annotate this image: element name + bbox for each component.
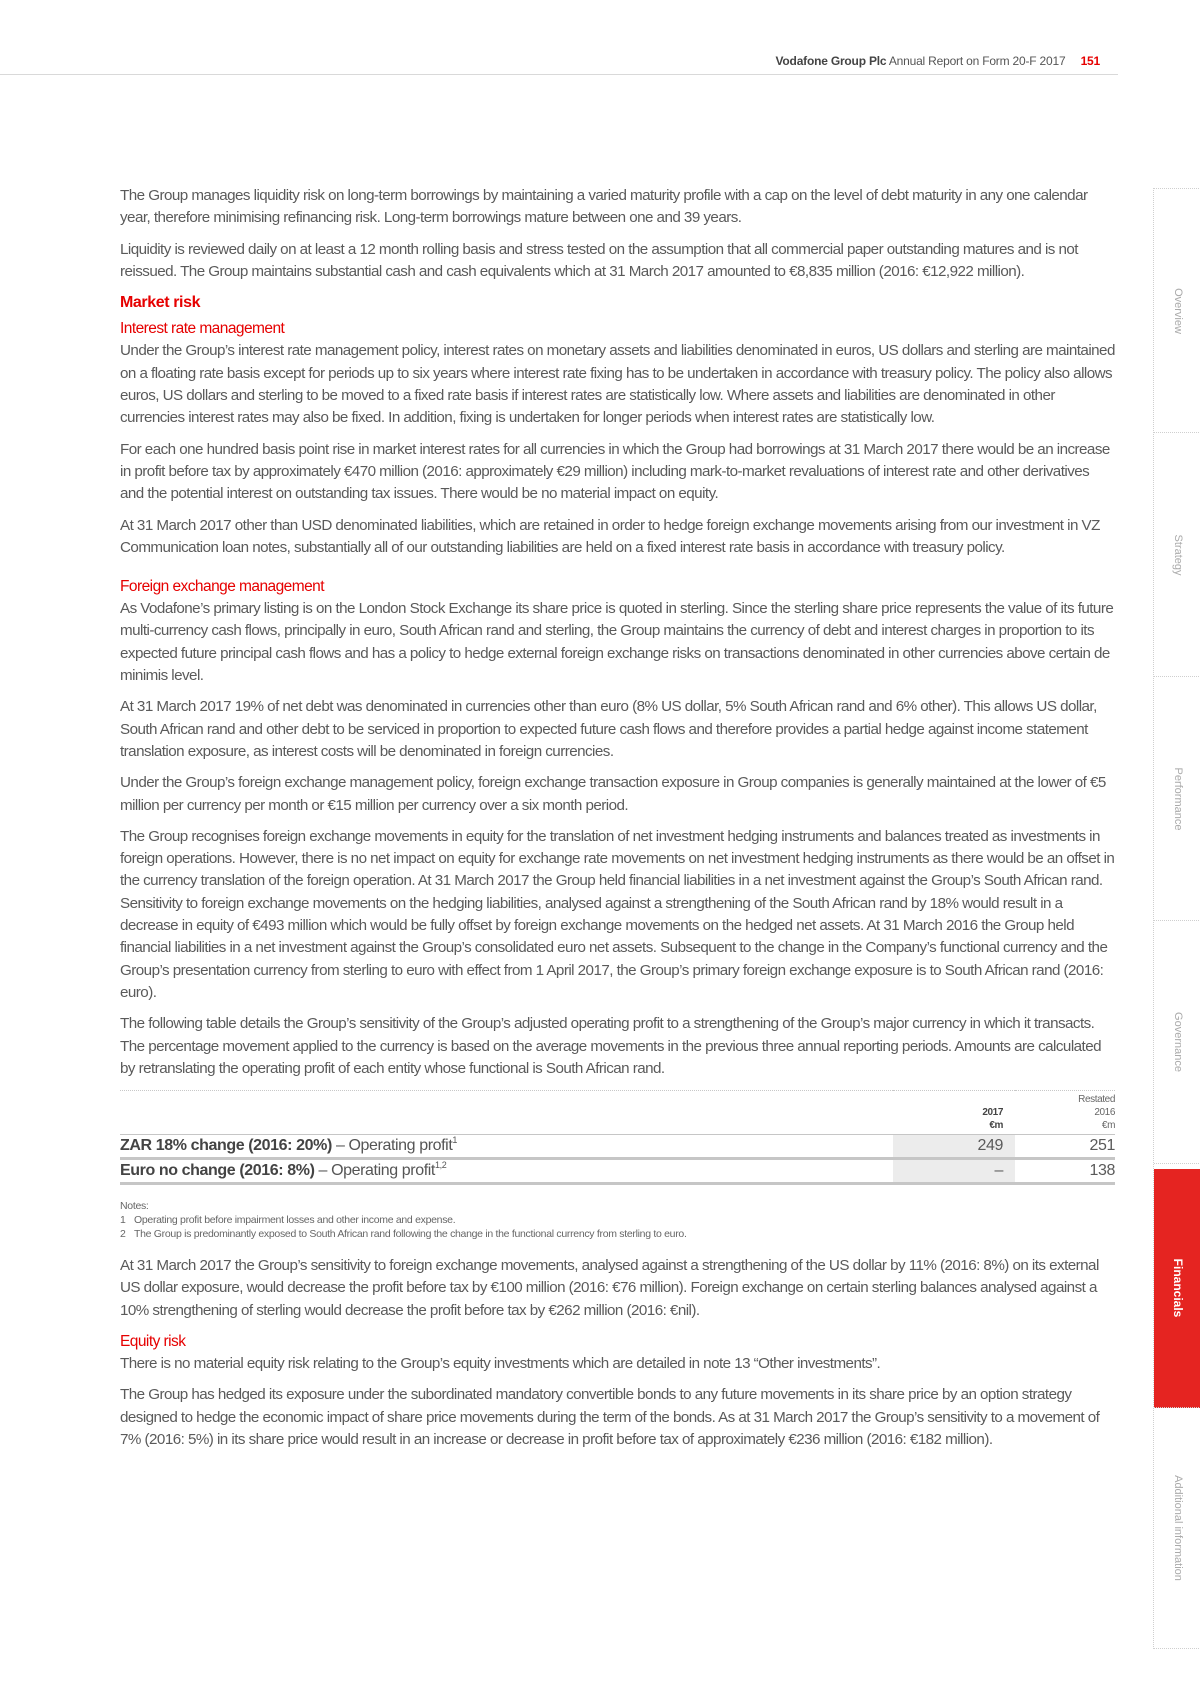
row-label: Euro no change (2016: 8%) – Operating profit$^{1,2}$ (120, 1159, 893, 1184)
fx-paragraph-2: At 31 March 2017 19% of net debt was denominated in currencies other than euro (8% US dollar, 5% South African rand and 6% other). This allows US dollar, South African rand and other debt to be serviced in proportion to expected future cash flows and therefore provides a partial hedge against income statement translation exposure, as interest costs will be denominated in foreign currencies. (120, 698, 1097, 760)
value-2016: 251 (1015, 1135, 1115, 1159)
page-header (0, 52, 1118, 75)
interest-paragraph-2: For each one hundred basis point rise in market interest rates for all currencies in which the Group had borrowings at 31 March 2017 there would be an increase in profit before tax by approximately €470 million (2016: approximately €29 million) including mark-to-market revaluations of interest rate and other derivatives and the potential interest on outstanding tax issues. There would be no material impact on equity. (120, 440, 1110, 503)
nav-tab-additional-information[interactable]: Additional information (1154, 1408, 1200, 1649)
table-row (120, 1135, 1115, 1159)
fx-heading: Foreign exchange management (120, 578, 325, 596)
equity-paragraph-1: There is no material equity risk relating to the Group’s equity investments which are detailed in note 13 “Other investments”. (120, 1354, 881, 1372)
nav-tab-financials[interactable]: Financials (1154, 1169, 1200, 1408)
liquidity-paragraph-2: Liquidity is reviewed daily on at least a 12 month rolling basis and stress tested on the assumption that all commercial paper outstanding matures and is not reissued. The Group maintains substantial cash and cash equivalents which at 31 March 2017 amounted to €8,835 million (2016: €12,922 million). (120, 240, 1078, 280)
report-name: Annual Report on Form 20-F 2017 (888, 54, 1066, 68)
header-title (776, 54, 1100, 68)
col-header-2016: Restated 2016 €m (1078, 1094, 1115, 1132)
equity-risk-heading: Equity risk (120, 1332, 186, 1350)
note-1: 1 Operating profit before impairment losses and other income and expense. (120, 1214, 456, 1227)
sensitivity-table (120, 1090, 1115, 1185)
value-2017: – (893, 1159, 1015, 1184)
market-risk-heading: Market risk (120, 294, 201, 312)
main-content (120, 185, 1115, 1460)
note-2: 2 The Group is predominantly exposed to South African rand following the change in the functional currency from sterling to euro. (120, 1228, 687, 1241)
liquidity-paragraph-1: The Group manages liquidity risk on long-term borrowings by maintaining a varied maturity profile with a cap on the level of debt maturity in any one calendar year, therefore minimising refinancing risk. Long-term borrowings mature between one and 39 years. (120, 187, 1088, 227)
table-notes: Notes: 1 Operating profit before impairment losses and other income and expense. 2 The Group is predominantly exposed to South African rand following the change in the functional currency from sterling to euro. (120, 1199, 1115, 1241)
interest-paragraph-1: Under the Group’s interest rate management policy, interest rates on monetary assets and liabilities denominated in euros, US dollars and sterling are maintained on a floating rate basis except for periods up to six years where interest rate fixing has to be undertaken in accordance with treasury policy. The policy also allows euros, US dollars and sterling to be moved to a fixed rate basis if interest rates are statistically low. Where assets and liabilities are denominated in other currencies interest rates may also be fixed. In addition, fixing is undertaken for longer periods when interest rates are statistically low. (120, 342, 1115, 427)
company-name: Vodafone Group Plc (775, 54, 887, 68)
equity-paragraph-2: The Group has hedged its exposure under the subordinated mandatory convertible bonds to any future movements in its share price by an option strategy designed to hedge the economic impact of share price movements during the term of the bonds. As at 31 March 2017 the Group’s sensitivity to a movement of 7% (2016: 5%) in its share price would result in an increase or decrease in profit before tax of approximately €236 million (2016: €182 million). (120, 1386, 1100, 1448)
fx-paragraph-5: The following table details the Group’s sensitivity of the Group’s adjusted operating profit to a strengthening of the Group’s major currency in which it transacts. The percentage movement applied to the currency is based on the average movements in the previous three annual reporting periods. Amounts are calculated by retranslating the operating profit of each entity whose functional is South African rand. (120, 1015, 1102, 1077)
table-row (120, 1159, 1115, 1184)
fx-paragraph-3: Under the Group’s foreign exchange management policy, foreign exchange transaction exposure in Group companies is generally maintained at the lower of €5 million per currency per month or €15 million per currency over a six month period. (120, 774, 1106, 814)
section-nav (1153, 188, 1200, 1649)
fx-paragraph-1: As Vodafone’s primary listing is on the London Stock Exchange its share price is quoted in sterling. Since the sterling share price represents the value of its future multi-currency cash flows, principally in euro, South African rand and sterling, the Group maintains the currency of debt and interest charges in proportion to its expected future principal cash flows and has a policy to hedge external foreign exchange risks on transactions denominated in other currencies above certain de minimis level. (120, 600, 1114, 685)
interest-paragraph-3: At 31 March 2017 other than USD denominated liabilities, which are retained in order to hedge foreign exchange movements arising from our investment in VZ Communication loan notes, substantially all of our outstanding liabilities are held on a fixed interest rate basis in accordance with treasury policy. (120, 516, 1100, 556)
value-2017: 249 (893, 1135, 1015, 1159)
row-label: ZAR 18% change (2016: 20%) – Operating profit$^1$ (120, 1135, 893, 1159)
nav-tab-performance[interactable]: Performance (1154, 677, 1200, 921)
interest-rate-heading: Interest rate management (120, 320, 285, 338)
fx-paragraph-6: At 31 March 2017 the Group’s sensitivity to foreign exchange movements, analysed against a strengthening of the US dollar by 11% (2016: 8%) on its external US dollar exposure, would decrease the profit before tax by €100 million (2016: €76 million). Foreign exchange on certain sterling balances analysed against a 10% strengthening of sterling would decrease the profit before tax by €262 million (2016: €nil). (120, 1257, 1099, 1319)
page-number: 151 (1080, 54, 1100, 68)
nav-tab-overview[interactable]: Overview (1154, 189, 1200, 433)
nav-tab-governance[interactable]: Governance (1154, 921, 1200, 1164)
nav-tab-strategy[interactable]: Strategy (1154, 433, 1200, 677)
col-header-2017: 2017 €m (982, 1107, 1003, 1132)
fx-paragraph-4: The Group recognises foreign exchange movements in equity for the translation of net investment hedging instruments and balances treated as investments in foreign operations. However, there is no net impact on equity for exchange rate movements on net investment hedging instruments as there would be an offset in the currency translation of the foreign operation. At 31 March 2017 the Group held financial liabilities in a net investment against the Group’s South African rand. Sensitivity to foreign exchange movements on the hedging liabilities, analysed against a strengthening of the South African rand by 18% would result in a decrease in equity of €493 million which would be fully offset by foreign exchange movements on the hedged net assets. At 31 March 2016 the Group held financial liabilities in a net investment against the Group’s consolidated euro net assets. Subsequent to the change in the Company’s functional currency and the Group’s presentation currency from sterling to euro with effect from 1 April 2017, the Group’s primary foreign exchange exposure is to South African rand (2016: euro). (120, 827, 1115, 1001)
value-2016: 138 (1015, 1159, 1115, 1184)
